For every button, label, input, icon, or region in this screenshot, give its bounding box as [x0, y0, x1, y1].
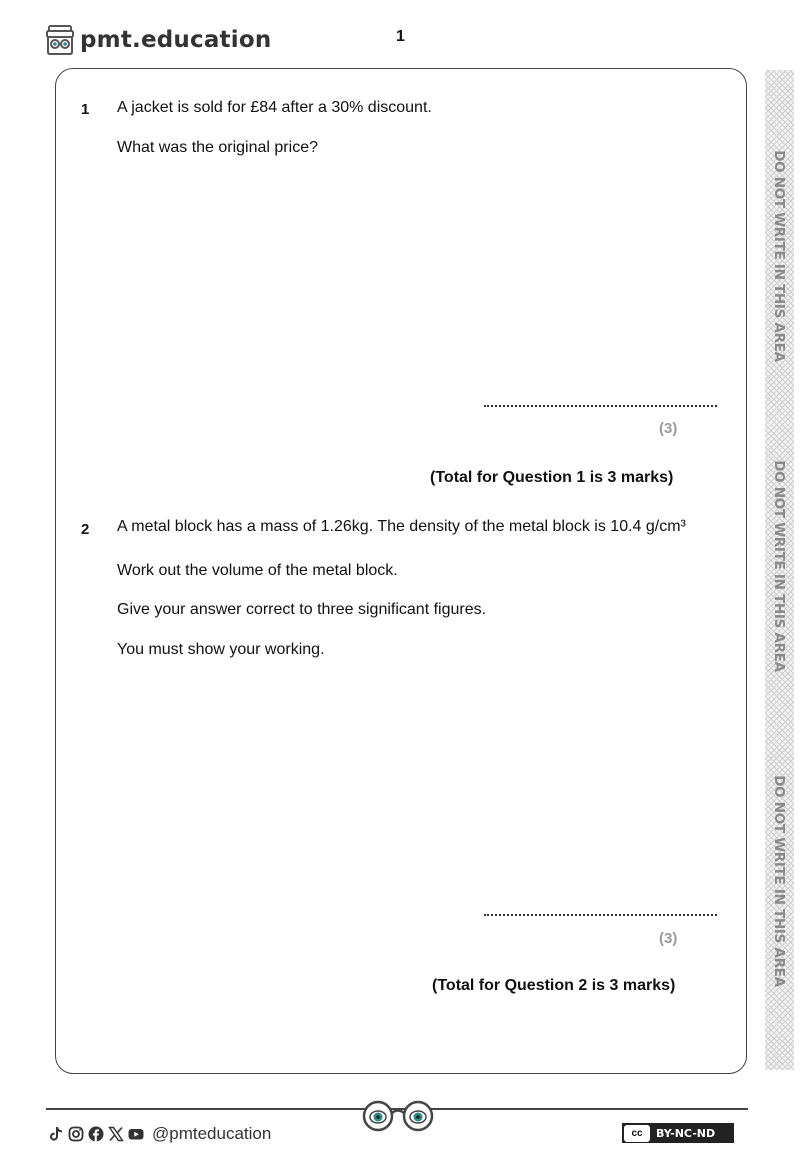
license-text: BY-NC-ND: [656, 1126, 716, 1140]
question-2-line-4: You must show your working.: [117, 641, 325, 658]
license-badge: [622, 1123, 734, 1143]
margin-notice-middle: DO NOT WRITE IN THIS AREA: [771, 460, 787, 672]
question-1-answer-line[interactable]: [484, 405, 717, 407]
question-2-line-2: Work out the volume of the metal block.: [117, 562, 398, 579]
page-number: 1: [396, 28, 405, 45]
margin-notice-bottom: DO NOT WRITE IN THIS AREA: [771, 775, 787, 987]
facebook-icon[interactable]: [88, 1126, 104, 1142]
question-2-line-1: A metal block has a mass of 1.26kg. The density of the metal block is 10.4 g/cm³: [117, 518, 686, 535]
social-handle[interactable]: @pmteducation: [152, 1124, 272, 1143]
brand-logo: [44, 24, 271, 56]
question-2-answer-line[interactable]: [484, 914, 717, 916]
cc-icon: cc: [624, 1125, 650, 1142]
question-1-line-1: A jacket is sold for £84 after a 30% discount.: [117, 99, 432, 116]
margin-notice-top: DO NOT WRITE IN THIS AREA: [771, 150, 787, 362]
social-links: [48, 1124, 271, 1144]
question-2-marks: (3): [659, 930, 678, 947]
instagram-icon[interactable]: [68, 1126, 84, 1142]
book-glasses-icon: [44, 24, 76, 56]
question-1-number: 1: [81, 101, 90, 118]
youtube-icon[interactable]: [128, 1126, 144, 1142]
question-1-total: (Total for Question 1 is 3 marks): [430, 469, 674, 486]
question-2-total: (Total for Question 2 is 3 marks): [432, 977, 676, 994]
question-2-number: 2: [81, 521, 90, 538]
glasses-icon: [359, 1098, 437, 1132]
x-icon[interactable]: [108, 1126, 124, 1142]
tiktok-icon[interactable]: [48, 1126, 64, 1142]
question-1-marks: (3): [659, 420, 678, 437]
question-2-line-3: Give your answer correct to three significant figures.: [117, 601, 487, 618]
brand-name: pmt.education: [80, 27, 272, 53]
question-1-line-2: What was the original price?: [117, 139, 318, 156]
